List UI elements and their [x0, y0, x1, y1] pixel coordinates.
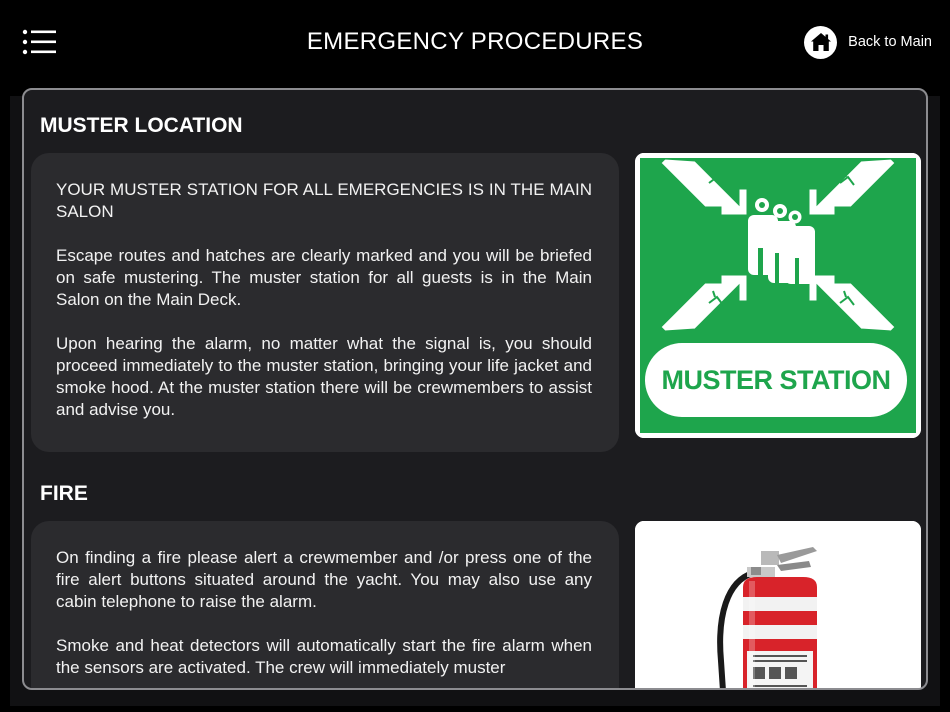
fire-extinguisher-image: [635, 521, 921, 690]
fire-card: [31, 521, 619, 690]
muster-paragraph-1: YOUR MUSTER STATION FOR ALL EMERGENCIES IS IN THE MAIN SALON: [56, 180, 592, 221]
content-frame[interactable]: [22, 88, 928, 690]
back-to-main-label: Back to Main: [848, 34, 932, 50]
muster-location-card: [31, 153, 619, 452]
fire-paragraph-1: On finding a fire please alert a crewmember and /or press one of the fire alert buttons situated around the yacht. You may also use any cabin telephone to raise the alarm.: [56, 548, 592, 611]
muster-paragraph-2: Escape routes and hatches are clearly marked and you will be briefed on safe mustering. The muster station for all guests is in the Main Salon on the Main Deck.: [56, 246, 592, 309]
muster-sign-label: MUSTER STATION: [661, 365, 891, 395]
page-title: EMERGENCY PROCEDURES: [306, 28, 644, 55]
back-to-main-button[interactable]: [804, 25, 932, 59]
fire-paragraph-2: Smoke and heat detectors will automatically start the fire alarm when the sensors are activated. The crew will immediately muster: [56, 636, 592, 677]
section-title-muster-location: MUSTER LOCATION: [40, 114, 243, 137]
muster-station-sign: [635, 153, 921, 438]
top-bar: [0, 0, 950, 86]
muster-paragraph-3: Upon hearing the alarm, no matter what the signal is, you should proceed immediately to the muster station, bringing your life jacket and smoke hood. At the muster station there will be crewmembers to assist and advise you.: [56, 334, 592, 419]
section-title-fire: FIRE: [40, 482, 88, 505]
home-icon: [804, 26, 837, 59]
